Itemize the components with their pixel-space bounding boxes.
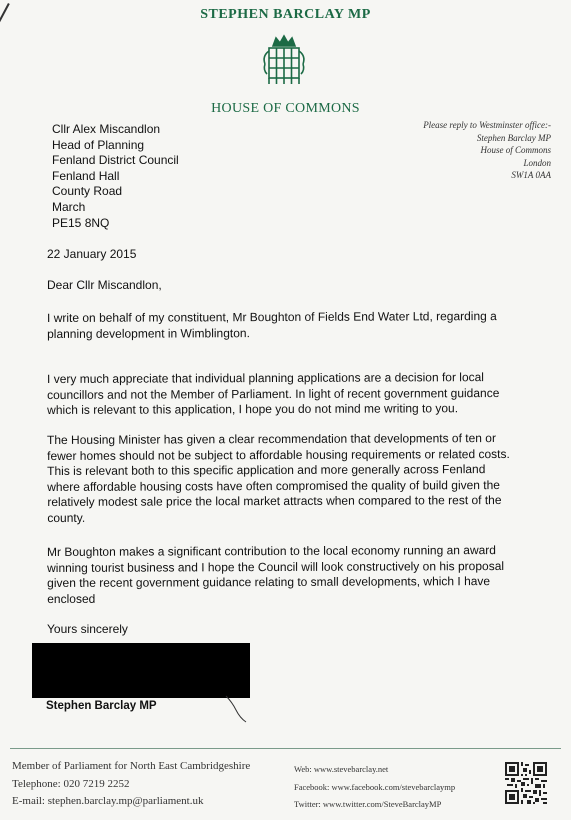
body-paragraph: Mr Boughton makes a significant contribution to the local economy running an award winning tourist business and I hope the Council will look constructively on his proposal given the recent government guidance relating to small developments, which I have enclosed xyxy=(47,543,505,606)
reply-to-line: SW1A 0AA xyxy=(511,170,551,180)
footer-contact xyxy=(12,758,250,811)
reply-to-block xyxy=(331,119,551,182)
reply-to-line: House of Commons xyxy=(480,145,551,155)
portcullis-icon xyxy=(259,34,309,92)
footer-web: Web: www.stevebarclay.net xyxy=(294,764,389,774)
letterhead-house: HOUSE OF COMMONS xyxy=(211,101,360,116)
signatory-name: Stephen Barclay MP xyxy=(46,700,157,712)
address-line: Cllr Alex Miscandlon xyxy=(52,122,161,136)
closing: Yours sincerely xyxy=(47,622,128,636)
address-line: PE15 8NQ xyxy=(52,215,110,230)
salutation: Dear Cllr Miscandlon, xyxy=(47,278,162,292)
letter-date: 22 January 2015 xyxy=(47,247,137,261)
address-line: Head of Planning xyxy=(52,137,145,152)
reply-to-line: London xyxy=(523,157,551,168)
address-line: Fenland Hall xyxy=(52,168,120,183)
reply-to-line: Please reply to Westminster office:- xyxy=(423,120,551,130)
recipient-address xyxy=(52,122,179,231)
body-paragraph: The Housing Minister has given a clear recommendation that developments of ten or fewer homes should not be subject to affordable housing requirements or related costs. This is relevant both to this specific application and more generally across Fenland where affordable housing costs have often compromised the quality of build given the relatively modest sale price the local market attracts when compared to the rest of the county. xyxy=(47,431,510,525)
signature-stroke xyxy=(224,694,254,724)
letterhead-mp-name: STEPHEN BARCLAY MP xyxy=(200,7,371,22)
footer-twitter: Twitter: www.twitter.com/SteveBarclayMP xyxy=(294,799,442,809)
footer-web-links xyxy=(294,761,455,814)
address-line: Fenland District Council xyxy=(52,153,179,168)
body-paragraph: I very much appreciate that individual planning applications are a decision for local councillors and not the Member of Parliament. In light of recent government guidance which is relevant to this application, I hope you do not mind me writing to you. xyxy=(47,370,500,417)
address-line: County Road xyxy=(52,184,123,199)
address-line: March xyxy=(52,199,86,214)
footer-email: E-mail: stephen.barclay.mp@parliament.uk xyxy=(12,795,204,807)
body-paragraph: I write on behalf of my constituent, Mr Boughton of Fields End Water Ltd, regarding a planning development in Wimblington. xyxy=(47,309,497,341)
footer-facebook: Facebook: www.facebook.com/stevebarclaymp xyxy=(294,781,456,792)
footer-telephone: Telephone: 020 7219 2252 xyxy=(12,777,130,790)
qr-code-icon xyxy=(505,762,547,804)
redacted-signature-block xyxy=(32,643,250,698)
footer-divider xyxy=(10,748,561,749)
reply-to-line: Stephen Barclay MP xyxy=(476,132,551,143)
footer-constituency: Member of Parliament for North East Cambridgeshire xyxy=(12,760,251,772)
